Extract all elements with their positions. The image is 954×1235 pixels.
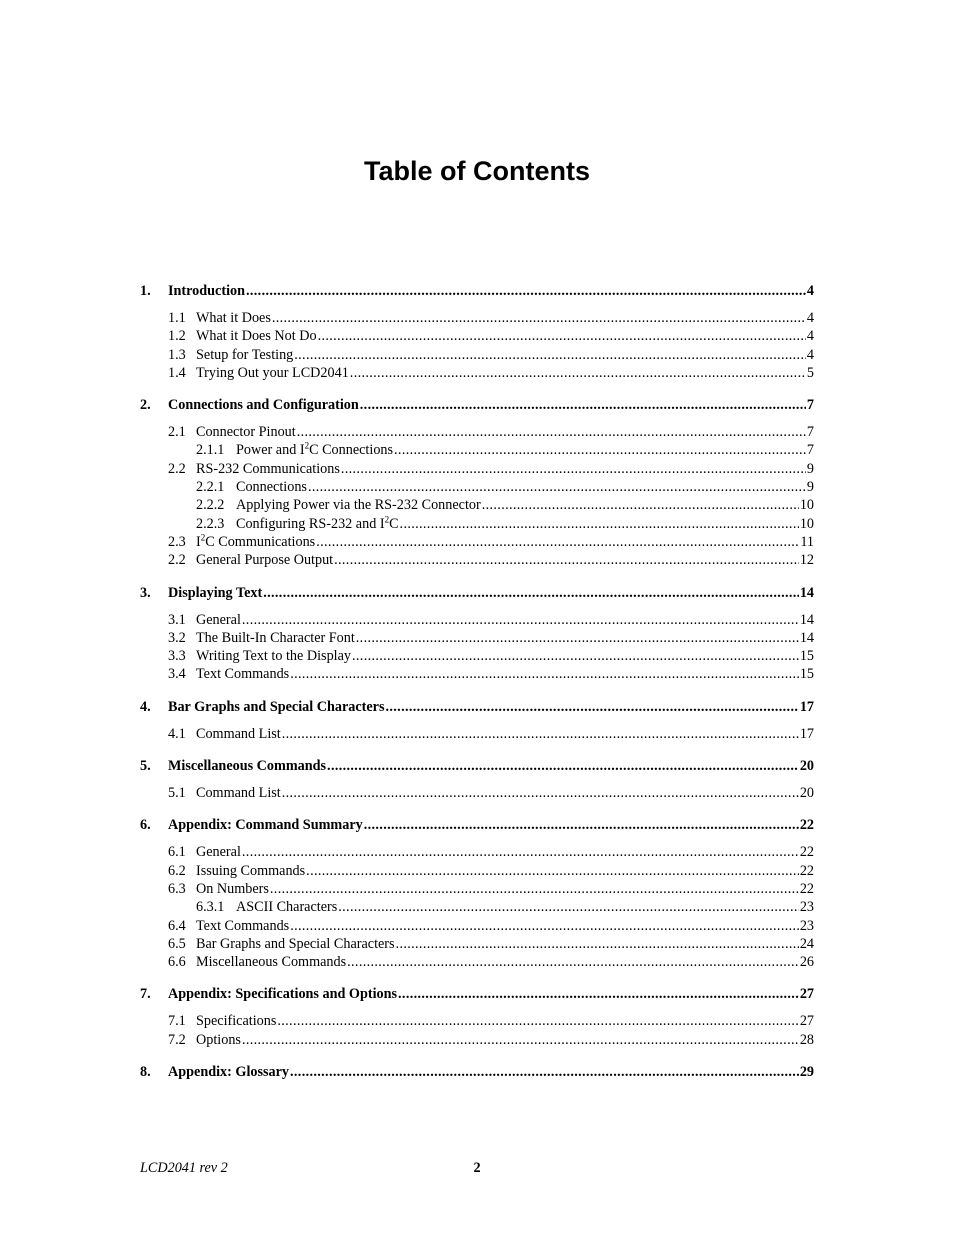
toc-entry-label: RS-232 Communications (196, 460, 340, 477)
toc-entry-page: 20 (799, 785, 814, 802)
toc-dot-leader (290, 917, 799, 935)
toc-entry-label: Bar Graphs and Special Characters (168, 698, 385, 715)
toc-entry-number: 2.2 (168, 460, 186, 477)
toc-entry-label: Writing Text to the Display (196, 648, 352, 665)
toc-subsection-entry[interactable] (140, 898, 814, 916)
page-title: Table of Contents (364, 156, 590, 186)
toc-subsection-entry[interactable] (140, 515, 814, 533)
toc-chapter-entry[interactable] (140, 698, 814, 717)
toc-entry-label: Power and $I^2C$ Connections (236, 440, 394, 459)
toc-dot-leader (482, 496, 799, 514)
toc-entry-page: 11 (800, 533, 814, 550)
toc-entry-label: Command List (196, 785, 281, 802)
toc-subsection-entry[interactable] (140, 953, 814, 971)
toc-subsection-entry[interactable] (140, 880, 814, 898)
toc-dot-leader (272, 309, 806, 327)
toc-dot-leader (334, 551, 799, 569)
toc-entry-number: 1.2 (168, 328, 186, 345)
toc-dot-leader (294, 346, 806, 364)
toc-entry-number: 2.3 (168, 533, 186, 550)
toc-entry-label: Command List (196, 725, 281, 742)
toc-dot-leader (347, 953, 799, 971)
footer-page-number: 2 (473, 1160, 481, 1176)
toc-entry-page: 28 (799, 1031, 814, 1048)
toc-entry-page: 22 (799, 844, 814, 861)
toc-dot-leader (308, 478, 806, 496)
toc-subsection-entry[interactable] (140, 917, 814, 935)
toc-chapter-entry[interactable] (140, 282, 814, 301)
toc-entry-label: Introduction (168, 283, 245, 299)
toc-entry-number: 2.2.3 (196, 515, 225, 532)
toc-entry-number: 2.2.2 (196, 497, 225, 514)
toc-chapter-entry[interactable] (140, 396, 814, 415)
toc-entry-label: Appendix: Glossary (168, 1064, 290, 1081)
toc-entry-number: 3.1 (168, 611, 186, 628)
toc-entry-label: Options (196, 1031, 241, 1048)
toc-entry-page: 29 (799, 1064, 814, 1081)
toc-entry-number: 6.5 (168, 935, 186, 952)
toc-entry-page: 15 (799, 666, 814, 683)
toc-entry-number: 5. (140, 758, 151, 775)
toc-subsection-entry[interactable] (140, 665, 814, 683)
toc-entry-label: What it Does (196, 310, 271, 326)
toc-subsection-entry[interactable] (140, 629, 814, 647)
toc-subsection-entry[interactable] (140, 935, 814, 953)
toc-entry-number: 1.3 (168, 346, 186, 363)
toc-entry-page: 4 (806, 310, 814, 326)
toc-entry-number: 5.1 (168, 785, 186, 802)
toc-dot-leader (364, 816, 799, 835)
toc-entry-number: 7.2 (168, 1031, 186, 1048)
toc-dot-leader (290, 1063, 799, 1082)
toc-entry-number: 2.2.1 (196, 479, 225, 496)
toc-entry-label: General (196, 844, 241, 861)
toc-dot-leader (270, 880, 799, 898)
toc-dot-leader (318, 327, 806, 345)
toc-entry-page: 17 (799, 698, 814, 715)
toc-entry-number: 3.4 (168, 666, 186, 683)
toc-dot-leader (394, 441, 806, 459)
toc-dot-leader (316, 533, 799, 551)
toc-entry-label: Miscellaneous Commands (168, 758, 327, 775)
toc-entry-page: 22 (799, 862, 814, 879)
toc-subsection-entry[interactable] (140, 611, 814, 629)
toc-entry-page: 23 (799, 917, 814, 934)
toc-entry-label: Connections and Configuration (168, 397, 359, 414)
toc-entry-label: Bar Graphs and Special Characters (196, 935, 395, 952)
toc-dot-leader (327, 757, 799, 776)
toc-subsection-entry[interactable] (140, 784, 814, 802)
toc-dot-leader (263, 584, 799, 603)
toc-dot-leader (297, 423, 806, 441)
toc-entry-label: Text Commands (196, 666, 290, 683)
toc-entry-label: Displaying Text (168, 584, 263, 601)
toc-entry-label: Appendix: Command Summary (168, 817, 363, 834)
toc-entry-label: Trying Out your LCD2041 (196, 364, 349, 381)
toc-dot-leader (306, 862, 799, 880)
toc-chapter-entry[interactable] (140, 1063, 814, 1082)
toc-dot-leader (246, 282, 806, 301)
toc-entry-page: 23 (799, 899, 814, 916)
toc-entry-label: General (196, 611, 241, 628)
toc-entry-number: 3. (140, 584, 151, 601)
toc-entry-page: 12 (799, 552, 814, 569)
footer-document-id: LCD2041 rev 2 (140, 1160, 228, 1176)
toc-entry-page: 9 (806, 479, 814, 496)
toc-subsection-entry[interactable] (140, 533, 814, 551)
toc-dot-leader (242, 611, 799, 629)
toc-dot-leader (356, 629, 799, 647)
toc-chapter-entry[interactable] (140, 757, 814, 776)
toc-entry-label: Configuring RS-232 and $I^2C$ (236, 513, 399, 532)
toc-section (140, 698, 814, 743)
toc-dot-leader (400, 515, 799, 533)
toc-entry-label: Setup for Testing (196, 346, 294, 363)
toc-entry-label: Specifications (196, 1013, 277, 1030)
toc-chapter-entry[interactable] (140, 985, 814, 1004)
toc-entry-label: Appendix: Specifications and Options (168, 986, 398, 1003)
toc-entry-label: General Purpose Output (196, 552, 334, 569)
toc-entry-label: What it Does Not Do (196, 328, 317, 345)
toc-entry-page: 14 (799, 629, 814, 646)
toc-dot-leader (338, 898, 799, 916)
toc-dot-leader (290, 665, 799, 683)
toc-entry-number: 8. (140, 1064, 151, 1081)
toc-dot-leader (242, 843, 799, 861)
toc-entry-number: 2.1 (168, 424, 186, 441)
toc-entry-page: 20 (799, 758, 814, 775)
toc-dot-leader (341, 460, 806, 478)
toc-entry-page: 4 (806, 283, 814, 299)
toc-entry-page: 7 (806, 424, 814, 441)
toc-entry-page: 7 (806, 442, 814, 459)
toc-dot-leader (398, 985, 799, 1004)
toc-dot-leader (360, 396, 806, 415)
toc-entry-number: 1.1 (168, 310, 186, 326)
toc-subsection-entry[interactable] (140, 551, 814, 569)
toc-entry-page: 5 (806, 364, 814, 381)
toc-subsection-entry[interactable] (140, 460, 814, 478)
toc-entry-label: ASCII Characters (236, 899, 338, 916)
toc-entry-page: 27 (799, 986, 814, 1003)
toc-entry-page: 14 (799, 584, 814, 601)
toc-entry-number: 7.1 (168, 1013, 186, 1030)
toc-entry-number: 6.1 (168, 844, 186, 861)
toc-subsection-entry[interactable] (140, 364, 814, 382)
toc-subsection-entry[interactable] (140, 478, 814, 496)
toc-entry-page: 4 (806, 346, 814, 363)
toc-entry-label: Connector Pinout (196, 424, 296, 441)
toc-entry-page: 24 (799, 935, 814, 952)
toc-entry-number: 1.4 (168, 364, 186, 381)
toc-subsection-entry[interactable] (140, 647, 814, 665)
toc-entry-number: 3.2 (168, 629, 186, 646)
toc-section (140, 282, 814, 382)
toc-entry-number: 6.2 (168, 862, 186, 879)
table-of-contents (140, 282, 814, 1096)
toc-entry-number: 4.1 (168, 725, 186, 742)
toc-entry-label: Applying Power via the RS-232 Connector (236, 497, 481, 514)
toc-chapter-entry[interactable] (140, 584, 814, 603)
toc-chapter-entry[interactable] (140, 816, 814, 835)
toc-entry-number: 4. (140, 698, 151, 715)
toc-entry-page: 22 (799, 817, 814, 834)
toc-entry-page: 22 (799, 880, 814, 897)
toc-entry-page: 4 (806, 328, 814, 345)
toc-entry-number: 3.3 (168, 648, 186, 665)
toc-subsection-entry[interactable] (140, 1012, 814, 1030)
toc-entry-number: 2.1.1 (196, 442, 225, 459)
toc-dot-leader (242, 1031, 799, 1049)
toc-section (140, 985, 814, 1049)
toc-entry-label: Miscellaneous Commands (196, 954, 347, 971)
toc-subsection-entry[interactable] (140, 725, 814, 743)
toc-entry-number: 6.3.1 (196, 899, 225, 916)
toc-entry-label: The Built-In Character Font (196, 629, 355, 646)
toc-subsection-entry[interactable] (140, 346, 814, 364)
toc-dot-leader (282, 784, 799, 802)
toc-subsection-entry[interactable] (140, 843, 814, 861)
toc-entry-page: 15 (799, 648, 814, 665)
toc-dot-leader (282, 725, 799, 743)
toc-entry-page: 7 (806, 397, 814, 414)
toc-entry-number: 7. (140, 986, 151, 1003)
toc-subsection-entry[interactable] (140, 309, 814, 327)
toc-entry-number: 6. (140, 817, 151, 834)
toc-dot-leader (396, 935, 799, 953)
toc-dot-leader (386, 698, 799, 717)
toc-entry-number: 6.3 (168, 880, 186, 897)
toc-entry-number: 6.4 (168, 917, 186, 934)
toc-entry-label: Issuing Commands (196, 862, 306, 879)
toc-entry-page: 17 (799, 725, 814, 742)
toc-section (140, 396, 814, 569)
toc-entry-page: 10 (799, 515, 814, 532)
toc-entry-page: 9 (806, 460, 814, 477)
toc-entry-page: 26 (799, 954, 814, 971)
toc-entry-page: 14 (799, 611, 814, 628)
toc-dot-leader (352, 647, 799, 665)
toc-section (140, 816, 814, 971)
toc-entry-number: 2. (140, 397, 151, 414)
toc-entry-label: $I^2C$ Communications (196, 532, 316, 550)
toc-section (140, 757, 814, 802)
toc-entry-label: On Numbers (196, 880, 269, 897)
toc-dot-leader (350, 364, 806, 382)
toc-section (140, 1063, 814, 1082)
toc-entry-number: 2.2 (168, 552, 186, 569)
toc-subsection-entry[interactable] (140, 423, 814, 441)
toc-subsection-entry[interactable] (140, 441, 814, 459)
toc-entry-label: Connections (236, 479, 307, 496)
toc-entry-page: 10 (799, 497, 814, 514)
toc-subsection-entry[interactable] (140, 862, 814, 880)
toc-subsection-entry[interactable] (140, 496, 814, 514)
toc-section (140, 584, 814, 684)
toc-entry-page: 27 (799, 1013, 814, 1030)
toc-entry-label: Text Commands (196, 917, 290, 934)
toc-entry-number: 1. (140, 283, 151, 299)
toc-subsection-entry[interactable] (140, 327, 814, 345)
toc-entry-number: 6.6 (168, 954, 186, 971)
toc-dot-leader (277, 1012, 798, 1030)
toc-subsection-entry[interactable] (140, 1031, 814, 1049)
